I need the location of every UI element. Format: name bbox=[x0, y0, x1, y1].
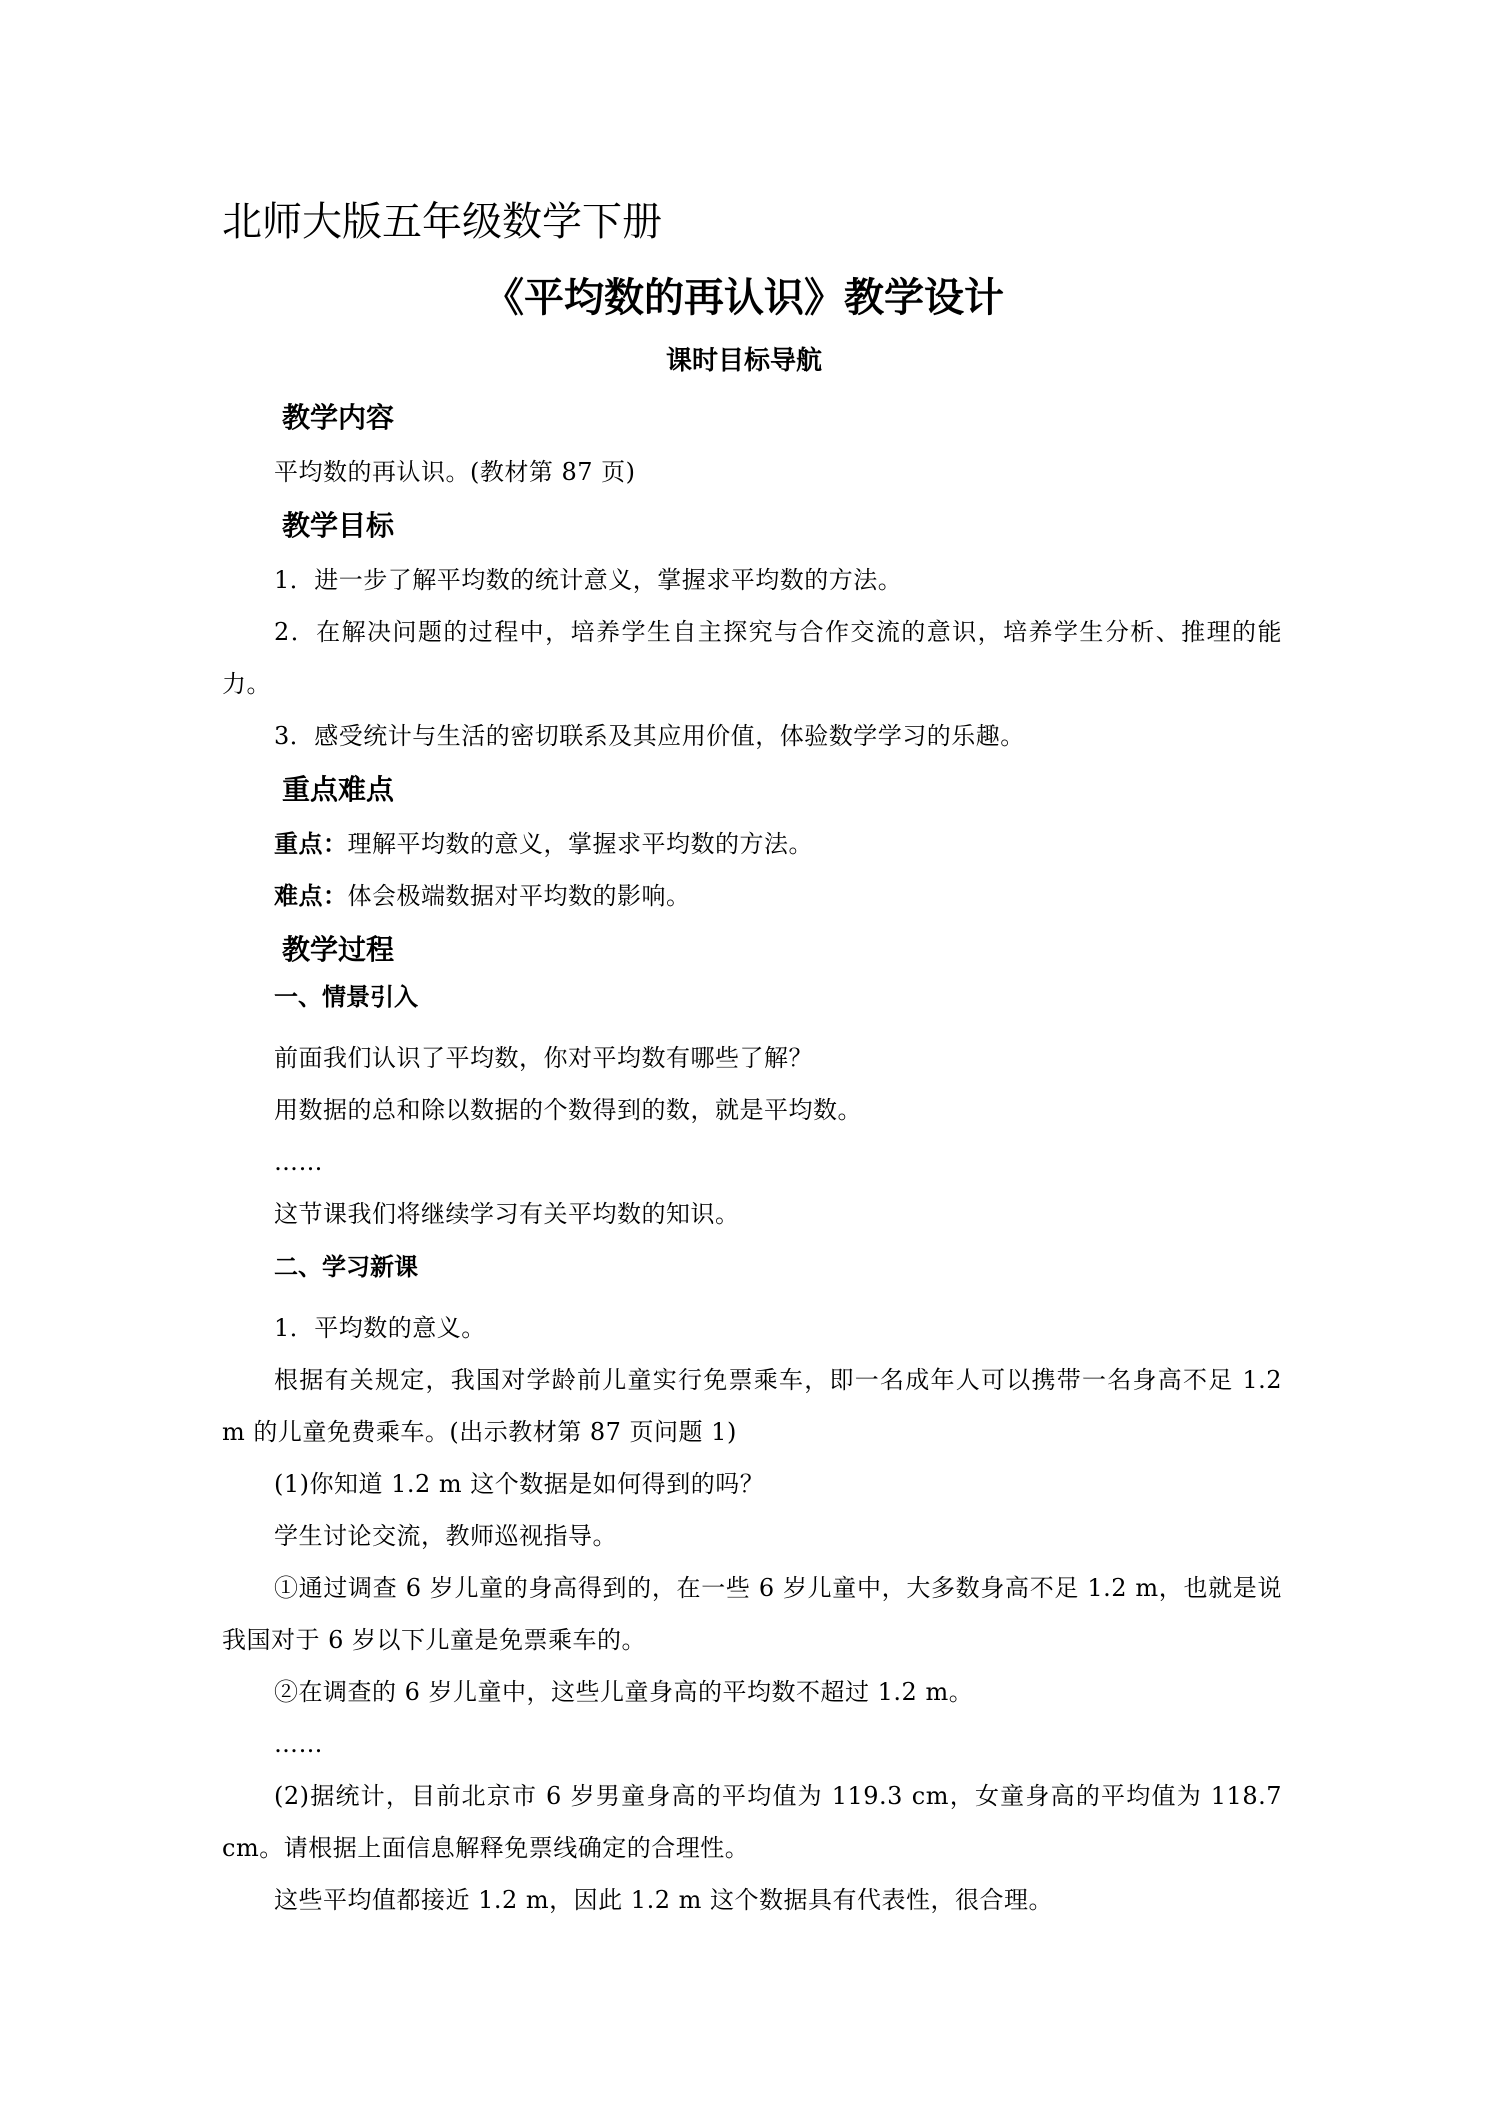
part2-line-2: 根据有关规定，我国对学龄前儿童实行免票乘车，即一名成年人可以携带一名身高不足 1.2 m 的儿童免费乘车。(出示教材第 87 页问题 1) bbox=[222, 1366, 1282, 1446]
content-text: 平均数的再认识。(教材第 87 页) bbox=[274, 458, 636, 486]
part1-line-1: 前面我们认识了平均数，你对平均数有哪些了解？ bbox=[274, 1044, 813, 1072]
part2-line-3: (1)你知道 1.2 m 这个数据是如何得到的吗？ bbox=[274, 1470, 765, 1498]
lesson-title: 《平均数的再认识》教学设计 bbox=[484, 275, 1004, 321]
difficult-point-text: 体会极端数据对平均数的影响。 bbox=[347, 882, 691, 910]
part2-line-8: (2)据统计，目前北京市 6 岁男童身高的平均值为 119.3 cm，女童身高的平均值为 118.7 cm。请根据上面信息解释免票线确定的合理性。 bbox=[222, 1782, 1282, 1862]
part1-ellipsis: …… bbox=[274, 1148, 323, 1176]
difficult-point-label: 难点： bbox=[274, 882, 348, 910]
part2-line-6: ②在调查的 6 岁儿童中，这些儿童身高的平均数不超过 1.2 m。 bbox=[274, 1678, 974, 1706]
part2-ellipsis: …… bbox=[274, 1730, 323, 1758]
goal-item-3: 3．感受统计与生活的密切联系及其应用价值，体验数学学习的乐趣。 bbox=[274, 722, 1025, 750]
section-heading-content: 教学内容 bbox=[282, 401, 395, 434]
process-part1-heading: 一、情景引入 bbox=[274, 983, 418, 1011]
part2-line-4: 学生讨论交流，教师巡视指导。 bbox=[274, 1522, 617, 1550]
part1-line-2: 用数据的总和除以数据的个数得到的数，就是平均数。 bbox=[274, 1096, 862, 1124]
part1-line-4: 这节课我们将继续学习有关平均数的知识。 bbox=[274, 1200, 740, 1228]
key-point-label: 重点： bbox=[274, 830, 348, 858]
goal-item-1: 1．进一步了解平均数的统计意义，掌握求平均数的方法。 bbox=[274, 566, 903, 594]
key-point-text: 理解平均数的意义，掌握求平均数的方法。 bbox=[347, 830, 813, 858]
document-body bbox=[222, 390, 1282, 1926]
difficult-point bbox=[222, 870, 1282, 922]
goal-item-2: 2．在解决问题的过程中，培养学生自主探究与合作交流的意识，培养学生分析、推理的能力。 bbox=[222, 618, 1282, 698]
lesson-subtitle: 课时目标导航 bbox=[665, 346, 822, 376]
process-part2-heading: 二、学习新课 bbox=[274, 1253, 418, 1281]
key-point bbox=[222, 818, 1282, 870]
part2-line-1: 1．平均数的意义。 bbox=[274, 1314, 486, 1342]
book-title: 北师大版五年级数学下册 bbox=[222, 199, 662, 245]
part2-line-9: 这些平均值都接近 1.2 m，因此 1.2 m 这个数据具有代表性，很合理。 bbox=[274, 1886, 1053, 1914]
part2-line-5: ①通过调查 6 岁儿童的身高得到的，在一些 6 岁儿童中，大多数身高不足 1.2 m，也就是说我国对于 6 岁以下儿童是免票乘车的。 bbox=[222, 1574, 1282, 1654]
section-heading-process: 教学过程 bbox=[282, 933, 395, 966]
section-heading-goals: 教学目标 bbox=[282, 509, 395, 542]
section-heading-key-points: 重点难点 bbox=[282, 773, 395, 806]
